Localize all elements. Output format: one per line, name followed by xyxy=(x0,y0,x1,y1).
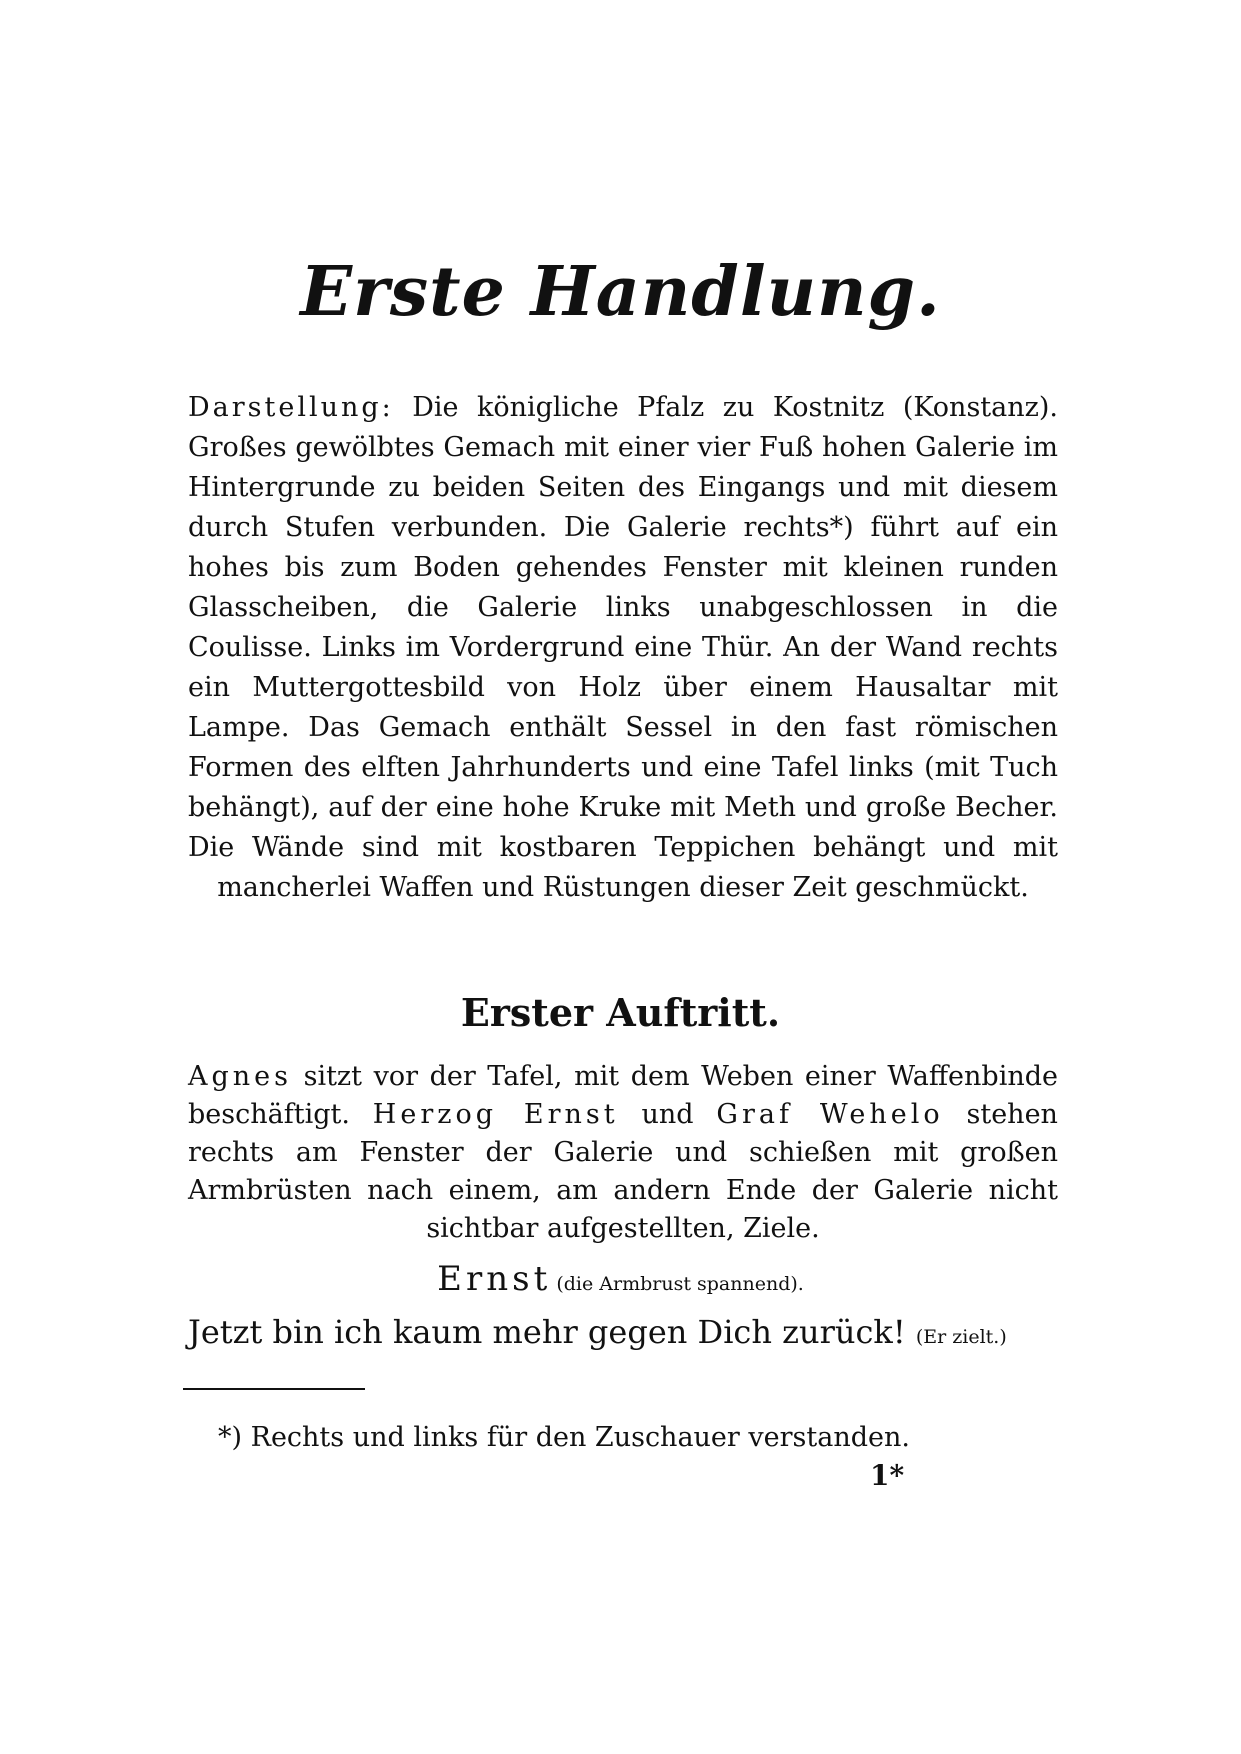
stage-direction-text-3: stehen rechts am Fenster der Galerie und schießen mit großen Armbrüsten nach einem, am andern Ende der Galerie nicht sichtbar aufgestellten, Ziele. xyxy=(188,1099,1058,1244)
verse-text: Jetzt bin ich kaum mehr gegen Dich zurück! xyxy=(188,1313,906,1351)
speaker-heading xyxy=(0,1259,1241,1299)
signature-mark: 1* xyxy=(870,1459,905,1492)
character-graf-wehelo: Graf Wehelo xyxy=(716,1099,944,1130)
stage-direction xyxy=(188,1058,1058,1248)
verse-line xyxy=(188,1312,1088,1357)
setting-description xyxy=(188,388,1058,908)
description-label: Darstellung: xyxy=(188,392,394,423)
stage-direction-text-1: sitzt vor der Tafel, mit dem Weben einer Waffenbinde beschäftigt. xyxy=(188,1061,1058,1130)
description-text: Die königliche Pfalz zu Kostnitz (Konstanz). Großes gewölbtes Gemach mit einer vier Fuß hohen Galerie im Hintergrunde zu beiden Seiten des Eingangs und mit diesem durch Stufen verbunden. Die Galerie rechts*) führt auf ein hohes bis zum Boden gehendes Fenster mit kleinen runden Glasscheiben, die Galerie links unabgeschlossen in die Coulisse. Links im Vordergrund eine Thür. An der Wand rechts ein Muttergottesbild von Holz über einem Hausaltar mit Lampe. Das Gemach enthält Sessel in den fast römischen Formen des elften Jahrhunderts und eine Tafel links (mit Tuch behängt), auf der eine hohe Kruke mit Meth und große Becher. Die Wände sind mit kostbaren Teppichen behängt und mit mancherlei Waffen und Rüstungen dieser Zeit geschmückt. xyxy=(188,392,1058,903)
act-title: Erste Handlung. xyxy=(300,252,941,332)
footnote-divider xyxy=(183,1388,365,1390)
character-agnes: Agnes xyxy=(188,1061,293,1092)
stage-direction-text-2: und xyxy=(641,1099,694,1130)
character-herzog-ernst: Herzog Ernst xyxy=(372,1099,619,1130)
footnote: *) Rechts und links für den Zuschauer verstanden. xyxy=(218,1422,910,1453)
scene-title: Erster Auftritt. xyxy=(460,990,781,1035)
speaker-name: Ernst xyxy=(437,1259,552,1299)
speaker-direction: (die Armbrust spannend). xyxy=(556,1273,804,1295)
verse-direction: (Er zielt.) xyxy=(915,1326,1007,1348)
